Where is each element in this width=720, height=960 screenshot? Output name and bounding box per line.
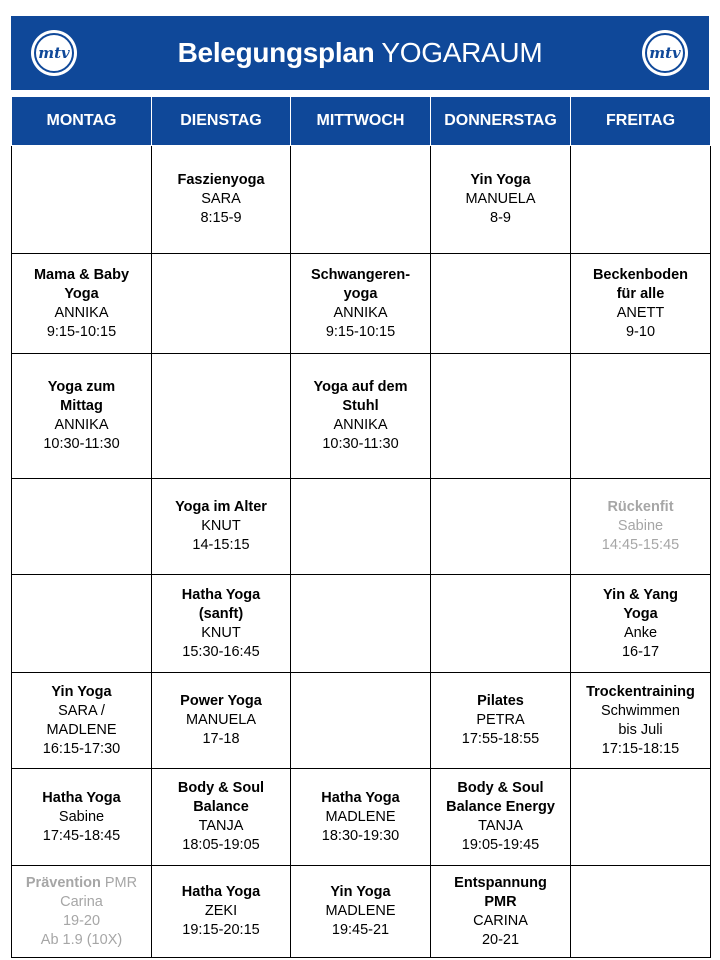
club-logo-left	[31, 30, 77, 76]
instructor: PETRA	[476, 712, 525, 728]
class-name: Stuhl	[342, 398, 379, 414]
day-header-monday: MONTAG	[12, 97, 152, 146]
class-name: Entspannung	[454, 874, 547, 891]
schedule-row	[12, 769, 711, 866]
class-cell-inactive	[12, 866, 152, 958]
empty-slot	[291, 575, 431, 673]
class-name: PMR	[484, 893, 517, 910]
class-time: 16:15-17:30	[42, 740, 121, 757]
class-cell	[12, 769, 152, 866]
class-cell	[152, 673, 291, 769]
class-name: Yoga zum	[47, 379, 116, 395]
class-name: Trockentraining	[586, 683, 695, 700]
class-cell	[571, 673, 711, 769]
class-time: 19:45-21	[331, 922, 390, 938]
title-bold: Belegungsplan	[177, 37, 375, 68]
class-name: Body & Soul	[177, 780, 265, 796]
page-header	[11, 16, 709, 90]
schedule-row	[12, 254, 711, 354]
class-cell	[431, 769, 571, 866]
class-name: Power Yoga	[180, 693, 262, 709]
empty-slot	[571, 146, 711, 254]
class-time: 20-21	[481, 931, 520, 948]
instructor: SARA	[201, 191, 241, 207]
class-cell	[152, 866, 291, 958]
class-time: 18:05-19:05	[182, 837, 260, 853]
class-cell	[12, 254, 152, 354]
class-cell	[571, 254, 711, 354]
instructor: ANNIKA	[333, 304, 388, 321]
class-time: 17:55-18:55	[461, 731, 540, 747]
class-cell	[571, 575, 711, 673]
empty-slot	[571, 769, 711, 866]
class-time: 17:45-18:45	[42, 827, 121, 844]
instructor: ZEKI	[204, 903, 238, 919]
class-name: Pilates	[477, 693, 524, 709]
class-time: 9:15-10:15	[46, 323, 117, 340]
class-time: 17-18	[202, 731, 240, 747]
class-cell	[152, 479, 291, 575]
class-name: Beckenboden	[592, 266, 689, 283]
instructor: ANETT	[616, 304, 665, 321]
class-cell	[152, 769, 291, 866]
class-title-line	[14, 874, 149, 893]
class-name: Hatha Yoga	[181, 586, 261, 603]
class-time: 18:30-19:30	[321, 827, 400, 844]
class-name: Yoga	[64, 285, 99, 302]
schedule-row	[12, 479, 711, 575]
class-cell	[152, 575, 291, 673]
class-note: Ab 1.9 (10X)	[40, 931, 123, 948]
instructor: ANNIKA	[54, 417, 109, 433]
instructor: MADLENE	[325, 808, 396, 825]
instructor: SARA /	[58, 702, 105, 719]
empty-slot	[12, 479, 152, 575]
day-header-wednesday: MITTWOCH	[291, 97, 431, 146]
class-cell	[152, 146, 291, 254]
class-cell	[291, 866, 431, 958]
class-time: 14-15:15	[192, 537, 250, 553]
class-note: Schwimmen	[601, 702, 680, 719]
empty-slot	[571, 354, 711, 479]
class-name: Mama & Baby	[33, 266, 130, 283]
empty-slot	[431, 479, 571, 575]
class-time: 16-17	[621, 643, 660, 660]
class-time: 17:15-18:15	[601, 740, 680, 757]
instructor: TANJA	[478, 818, 523, 834]
club-logo-mark: mtv	[645, 33, 685, 73]
class-name: Mittag	[60, 398, 103, 414]
class-name: Rückenfit	[607, 499, 674, 515]
empty-slot	[12, 146, 152, 254]
class-time: 8-9	[490, 210, 511, 226]
instructor: CARINA	[473, 912, 528, 929]
instructor: Sabine	[58, 808, 105, 825]
class-cell	[12, 354, 152, 479]
instructor: MANUELA	[185, 712, 257, 728]
class-cell	[431, 673, 571, 769]
class-time: 9:15-10:15	[325, 323, 396, 340]
class-cell	[431, 146, 571, 254]
class-name-suffix: PMR	[104, 874, 138, 891]
empty-slot	[291, 479, 431, 575]
class-time: 15:30-16:45	[182, 643, 260, 660]
empty-slot	[571, 866, 711, 958]
instructor: ANNIKA	[333, 417, 388, 433]
instructor: KNUT	[201, 624, 241, 641]
title-light: YOGARAUM	[381, 37, 543, 68]
class-name: Balance Energy	[446, 799, 555, 815]
class-note: bis Juli	[618, 721, 663, 738]
class-name: Hatha Yoga	[42, 789, 121, 806]
instructor: ANNIKA	[54, 304, 109, 321]
schedule-table	[11, 96, 711, 958]
class-name: Yoga im Alter	[175, 499, 267, 515]
instructor: MADLENE	[325, 903, 396, 919]
schedule-row	[12, 575, 711, 673]
empty-slot	[291, 146, 431, 254]
class-name: Hatha Yoga	[321, 789, 400, 806]
class-name: (sanft)	[198, 605, 244, 622]
class-cell	[431, 866, 571, 958]
schedule-row	[12, 866, 711, 958]
class-time: 19-20	[62, 912, 101, 929]
class-cell-inactive	[571, 479, 711, 575]
empty-slot	[431, 354, 571, 479]
instructor: Carina	[60, 893, 103, 910]
class-cell	[291, 354, 431, 479]
class-time: 8:15-9	[200, 210, 242, 226]
instructor: Anke	[623, 624, 658, 641]
class-name: Schwangeren-	[310, 266, 411, 283]
class-time: 19:05-19:45	[461, 837, 540, 853]
class-time: 10:30-11:30	[43, 436, 120, 452]
schedule-row	[12, 146, 711, 254]
schedule-row	[12, 673, 711, 769]
schedule-row	[12, 354, 711, 479]
class-name: Yin Yoga	[470, 172, 531, 188]
instructor: MADLENE	[46, 721, 117, 738]
class-name: Prävention	[25, 874, 101, 891]
empty-slot	[431, 254, 571, 354]
day-header-thursday: DONNERSTAG	[431, 97, 571, 146]
empty-slot	[431, 575, 571, 673]
class-name: Yin Yoga	[330, 884, 391, 900]
class-time: 19:15-20:15	[182, 922, 260, 938]
class-time: 10:30-11:30	[322, 436, 399, 452]
class-time: 9-10	[625, 323, 656, 340]
club-logo-mark: mtv	[34, 33, 74, 73]
instructor: TANJA	[198, 818, 244, 834]
class-name: Faszienyoga	[177, 172, 265, 188]
instructor: KNUT	[201, 518, 241, 534]
class-name: Body & Soul	[457, 780, 544, 796]
instructor: Sabine	[617, 518, 664, 534]
day-header-row	[12, 97, 711, 146]
class-name: für alle	[616, 285, 665, 302]
instructor: MANUELA	[465, 191, 536, 207]
day-header-tuesday: DIENSTAG	[152, 97, 291, 146]
class-cell	[291, 769, 431, 866]
empty-slot	[291, 673, 431, 769]
class-name: Yin & Yang	[603, 586, 678, 603]
page-title	[178, 37, 543, 69]
club-logo-right	[642, 30, 688, 76]
class-name: Yoga auf dem	[313, 379, 408, 395]
empty-slot	[152, 354, 291, 479]
empty-slot	[12, 575, 152, 673]
empty-slot	[152, 254, 291, 354]
class-name: Yin Yoga	[51, 683, 112, 700]
class-time: 14:45-15:45	[601, 537, 680, 553]
day-header-friday: FREITAG	[571, 97, 711, 146]
class-name: yoga	[343, 285, 378, 302]
class-name: Balance	[193, 799, 249, 815]
class-cell	[12, 673, 152, 769]
class-cell	[291, 254, 431, 354]
class-name: Hatha Yoga	[181, 884, 261, 900]
class-name: Yoga	[623, 605, 658, 622]
